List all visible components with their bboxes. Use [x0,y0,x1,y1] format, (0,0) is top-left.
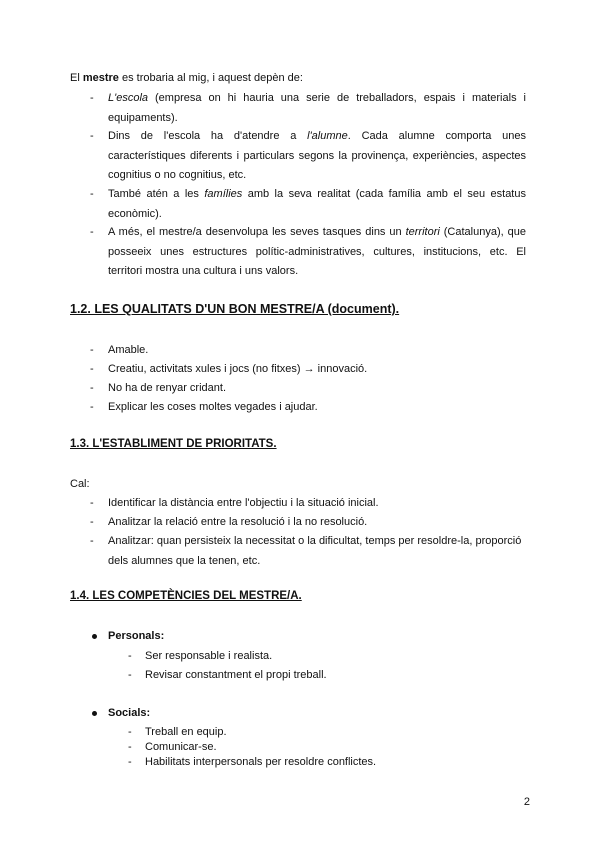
intro-line [70,68,303,88]
section-1-2-heading: 1.2. LES QUALITATS D'UN BON MESTRE/A (document). [70,302,400,316]
section-1-3-item: Identificar la distància entre l'objectiu i la situació inicial. [108,497,379,509]
dash-marker: - [90,130,94,142]
dash-marker: - [128,650,132,662]
page-number: 2 [523,796,530,808]
socials-item: Comunicar-se. [145,741,217,753]
dash-marker: - [90,363,94,375]
intro-item-3-line-1: També atén a les famílies amb la seva realitat (cada família amb el seu estatus [108,188,526,200]
intro-item-1-line-1: L'escola (empresa on hi hauria una serie de treballadors, espais i materials i [108,92,526,104]
dash-marker: - [90,497,94,509]
dash-marker: - [90,401,94,413]
dash-marker: - [128,741,132,753]
intro-item-4-line-1: A més, el mestre/a desenvolupa les seves tasques dins un territori (Catalunya), que [108,226,526,238]
section-1-3-heading: 1.3. L'ESTABLIMENT DE PRIORITATS. [70,438,277,450]
section-1-2-item: Explicar les coses moltes vegades i ajudar. [108,401,318,413]
dash-marker: - [128,726,132,738]
dash-marker: - [90,516,94,528]
section-1-3-item-line-2: dels alumnes que la tenen, etc. [108,555,261,567]
section-1-3-item-line-1: Analitzar: quan persisteix la necessitat o la dificultat, temps per resoldre-la, proporció [108,535,522,547]
section-1-2-item: Creatiu, activitats xules i jocs (no fitxes) → innovació. [108,363,368,375]
intro-suffix: es trobaria al mig, i aquest depèn de: [118,72,303,84]
intro-item-2-line-1: Dins de l'escola ha d'atendre a l'alumne. Cada alumne comporta unes [108,130,526,142]
dash-marker: - [90,92,94,104]
section-1-2-item: Amable. [108,344,149,356]
section-1-3-item: Analitzar la relació entre la resolució i la no resolució. [108,516,368,528]
intro-item-2-line-3: cognitius o no cognitius, etc. [108,169,247,181]
intro-item-4-line-2: posseeix unes estructures polític-administratives, cultures, institucions, etc. El [108,246,526,258]
socials-item: Treball en equip. [145,726,227,738]
bullet-icon [92,634,97,639]
bullet-icon [92,711,97,716]
intro-item-2-line-2: característiques diferents i particulars segons la provinença, experiències, aspectes [108,150,526,162]
intro-item-1-line-2: equipaments). [108,112,178,124]
dash-marker: - [90,382,94,394]
dash-marker: - [128,756,132,768]
dash-marker: - [90,188,94,200]
section-1-3-lead: Cal: [70,478,90,490]
section-1-2-item: No ha de renyar cridant. [108,382,227,394]
dash-marker: - [90,535,94,547]
dash-marker: - [90,226,94,238]
personals-item: Revisar constantment el propi treball. [145,669,327,681]
intro-item-3-line-2: econòmic). [108,208,162,220]
intro-item-4-line-3: territori mostra una cultura i uns valors. [108,265,299,277]
group-label-socials: Socials: [108,707,151,719]
dash-marker: - [128,669,132,681]
dash-marker: - [90,344,94,356]
socials-item: Habilitats interpersonals per resoldre conflictes. [145,756,377,768]
group-label-personals: Personals: [108,630,165,642]
intro-bold-word: mestre [82,72,119,84]
section-1-4-heading: 1.4. LES COMPETÈNCIES DEL MESTRE/A. [70,590,302,602]
intro-prefix: El [70,72,83,84]
personals-item: Ser responsable i realista. [145,650,273,662]
